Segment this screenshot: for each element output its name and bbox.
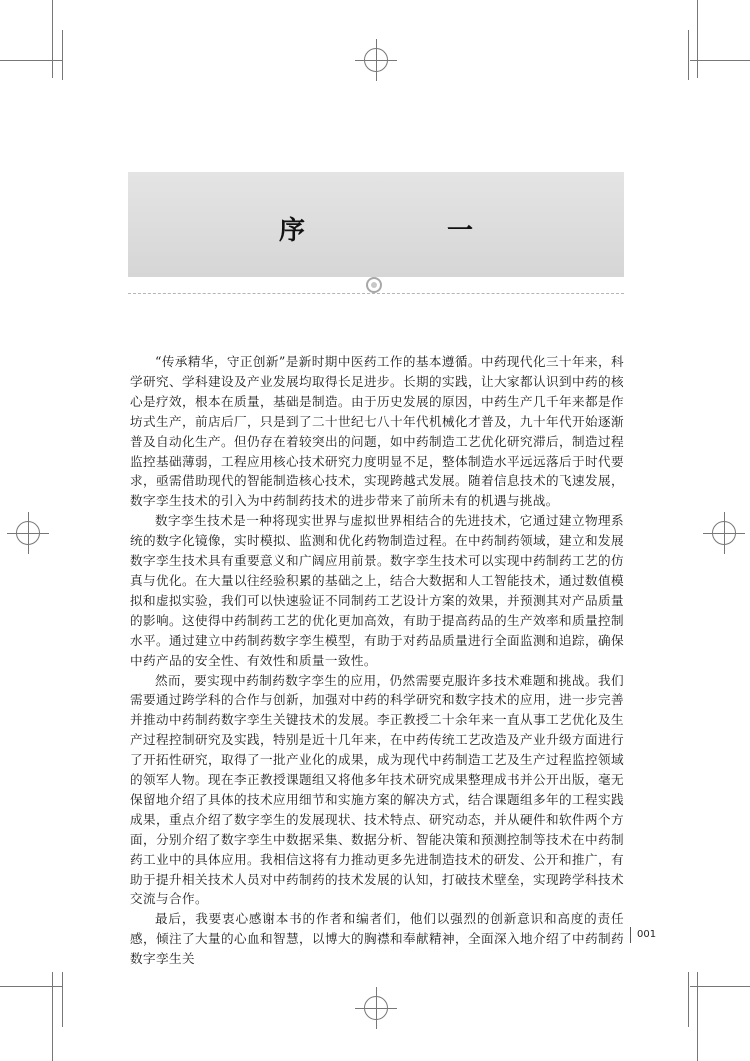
registration-mark-right xyxy=(712,521,736,545)
title-divider xyxy=(128,293,624,294)
page-title: 序 一 xyxy=(278,216,531,246)
crop-mark-top-left-v2 xyxy=(62,30,63,80)
crop-mark-top-left-v xyxy=(52,0,53,78)
crop-mark-top-right-v2 xyxy=(688,30,689,80)
registration-mark-top xyxy=(364,48,388,72)
title-band xyxy=(128,172,624,277)
crop-mark-bottom-left-v2 xyxy=(62,972,63,1027)
paragraph: 数字孪生技术是一种将现实世界与虚拟世界相结合的先进技术，它通过建立物理系统的数字化镜像，实时模拟、监测和优化药物制造过程。在中药制药领域，建立和发展数字孪生技术具有重要意义和广阔应用前景。数字孪生技术可以实现中药制药工艺的仿真与优化。在大量以往经验积累的基础之上，结合大数据和人工智能技术，通过数值模拟和虚拟实验，我们可以快速验证不同制药工艺设计方案的效果，并预测其对产品质量的影响。这使得中药制药工艺的优化更加高效，有助于提高药品的生产效率和质量控制水平。通过建立中药制药数字孪生模型，有助于对药品质量进行全面监测和追踪，确保中药产品的安全性、有效性和质量一致性。 xyxy=(130,513,624,668)
paragraph: “传承精华，守正创新”是新时期中医药工作的基本遵循。中药现代化三十年来，科学研究、学科建设及产业发展均取得长足进步。长期的实践，让大家都认识到中药的核心是疗效，根本在质量，基础是制造。由于历史发展的原因，中药生产几千年来都是作坊式生产，前店后厂，只是到了二十世纪七八十年代机械化才普及，九十年代开始逐渐普及自动化生产。但仍存在着较突出的问题，如中药制造工艺优化研究滞后，制造过程监控基础薄弱，工程应用核心技术研究力度明显不足，整体制造水平远远落后于时代要求，亟需借助现代的智能制造核心技术，实现跨越式发展。随着信息技术的飞速发展，数字孪生技术的引入为中药制药技术的进步带来了前所未有的机遇与挑战。 xyxy=(130,354,624,509)
crop-mark-bottom-right-h xyxy=(690,986,750,987)
registration-mark-bottom xyxy=(364,996,388,1020)
paragraph: 最后，我要衷心感谢本书的作者和编者们，他们以强烈的创新意识和高度的责任感，倾注了大量的心血和智慧，以博大的胸襟和奉献精神，全面深入地介绍了中药制药数字孪生关 xyxy=(130,911,624,967)
crop-mark-bottom-right-v2 xyxy=(688,972,689,1027)
crop-mark-bottom-right-v xyxy=(697,972,698,1061)
page-number: 001 xyxy=(630,927,656,943)
paragraph: 然而，要实现中药制药数字孪生的应用，仍然需要克服许多技术难题和挑战。我们需要通过跨学科的合作与创新，加强对中药的科学研究和数字技术的应用，进一步完善并推动中药制药数字孪生关键技术的发展。李正教授二十余年来一直从事工艺优化及生产过程控制研究及实践，特别是近十几年来，在中药传统工艺改造及产业升级方面进行了开拓性研究，取得了一批产业化的成果，成为现代中药制造工艺及生产过程监控领域的领军人物。现在李正教授课题组又将他多年技术研究成果整理成书并公开出版，毫无保留地介绍了具体的技术应用细节和实施方案的解决方式，结合课题组多年的工程实践成果，重点介绍了数字孪生的发展现状、技术特点、研究动态，并从硬件和软件两个方面，分别介绍了数字孪生中数据采集、数据分析、智能决策和预测控制等技术在中药制药工业中的具体应用。我相信这将有力推动更多先进制造技术的研发、公开和推广，有助于提升相关技术人员对中药制药的技术发展的认知，打破技术壁垒，实现跨学科技术交流与合作。 xyxy=(130,672,624,907)
divider-ring-ornament xyxy=(366,277,382,293)
registration-mark-left xyxy=(16,521,40,545)
crop-mark-bottom-left-v xyxy=(52,972,53,1061)
preface-body xyxy=(130,352,624,969)
crop-mark-top-right-h xyxy=(690,60,750,61)
crop-mark-top-right-v xyxy=(697,0,698,78)
